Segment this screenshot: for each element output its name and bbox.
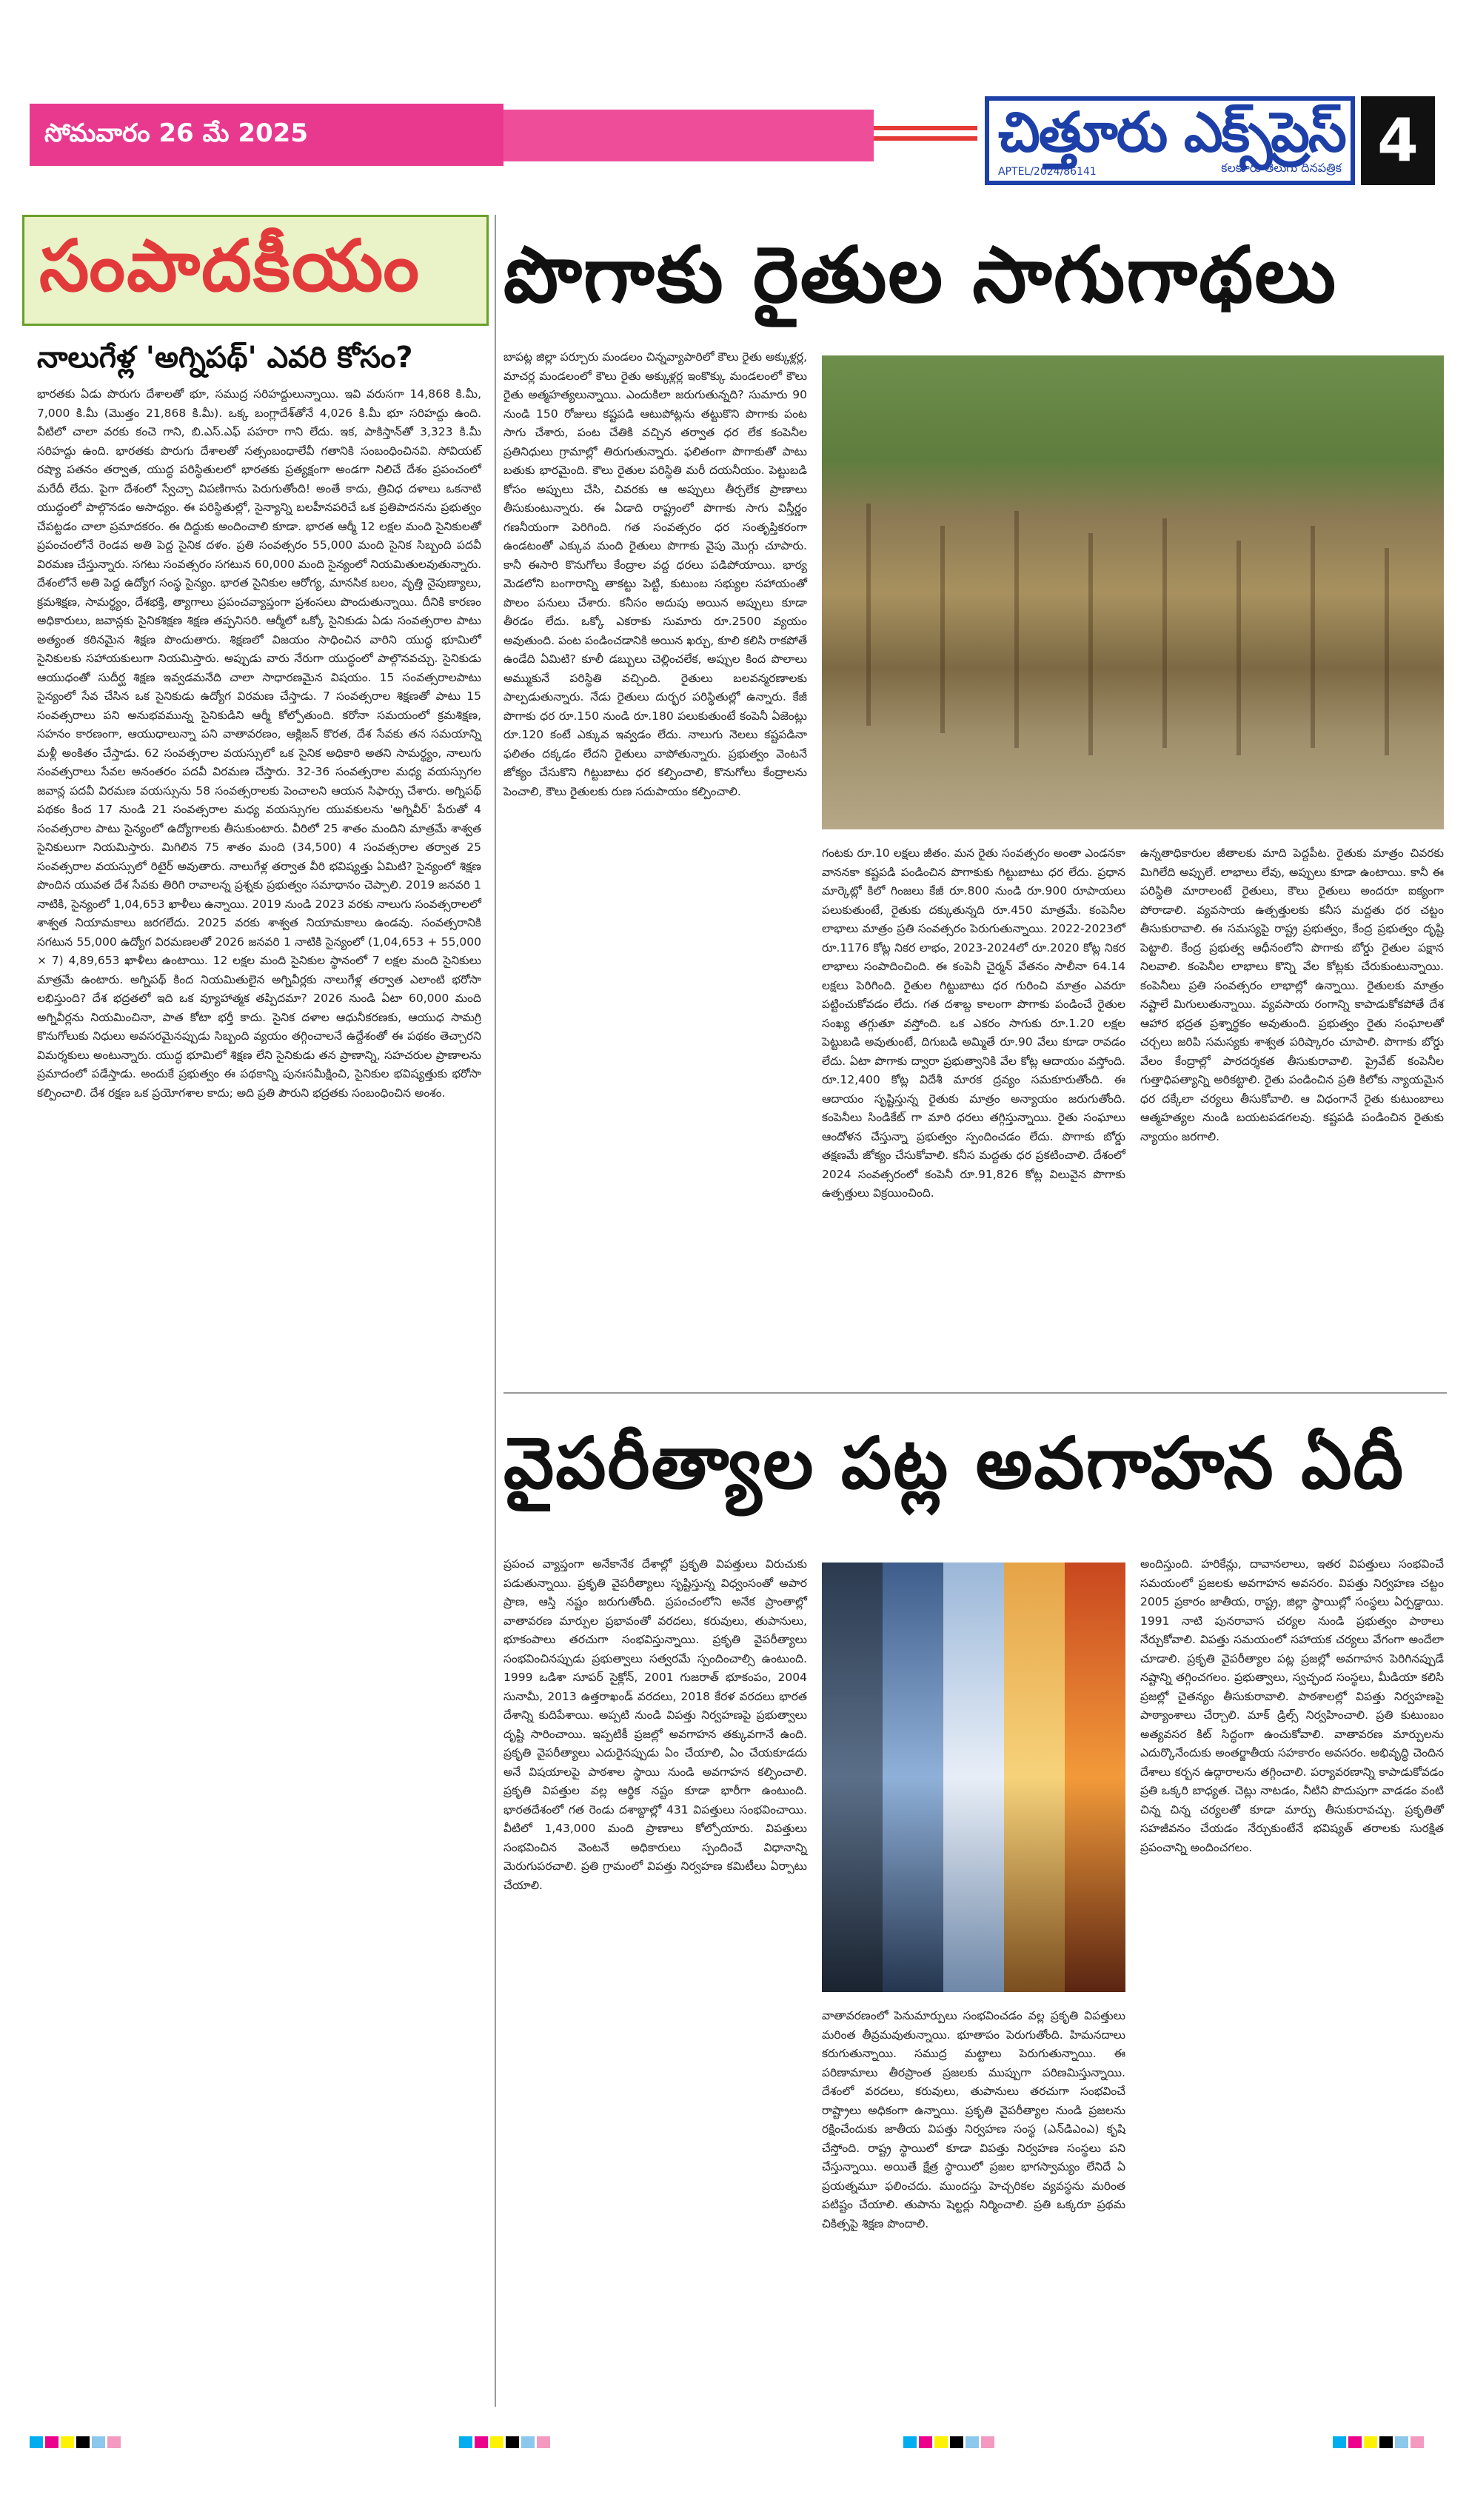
article-text-column: బాపట్ల జిల్లా పర్చూరు మండలం చిన్నవ్యాపారిలో కౌలు రైతు అక్కుళ్లర్ల, మాచర్ల మండలంలో కౌలు రైతు అక్కుళ్లర్ల ఇంకొక్కు మండలంలో కౌలు రైతు అత్మహత్యలున్నాయి. ఎందుకిలా జరుగుతున్నది? సుమారు 90 నుండి 150 రోజులు కష్టపడి ఆటుపోట్లను తట్టుకొని పొగాకు పంట సాగు చేశారు, పంట చేతికి వచ్చిన తర్వాత ధర లేక కంపెనీల ప్రతినిధులు గ్రామాల్లో తిరుగుతున్నారు. ఫలితంగా పొగాకుతో పాటు బతుకు భారమైంది. కౌలు రైతుల పరిస్థితి మరీ దయనీయం. పెట్టుబడి కోసం అప్పులు చేసి, చివరకు ఆ అప్పులు తీర్చలేక ప్రాణాలు తీసుకుంటున్నారు. ఈ ఏడాది రాష్ట్రంలో పొగాకు సాగు విస్తీర్ణం గణనీయంగా పెరిగింది. గత సంవత్సరం ధర సంతృప్తికరంగా ఉండటంతో ఎక్కువ మంది రైతులు పొగాకు వైపు మొగ్గు చూపారు. కానీ ఈసారి కొనుగోలు కేంద్రాల వద్ద ధరలు పడిపోయాయి. భార్య మెడలోని బంగారాన్ని తాకట్టు పెట్టి, కుటుంబ సభ్యుల సహాయంతో పొలం పనులు చేశారు. కనీసం అదుపు అయిన అప్పులు కూడా తీరడం లేదు. ఒక్కో ఎకరాకు సుమారు రూ.2500 వ్యయం అవుతుంది. పంట పండించడానికి అయిన ఖర్చు, కూలి కలిసి రాకపోతే ఉండేది ఏమిటి? కూలీ డబ్బులు చెల్లించలేక, అప్పుల కింద పొలాలు అమ్ముకునే పరిస్థితి వచ్చింది. రైతులు బలవన్మరణాలకు పాల్పడుతున్నారు. నేడు రైతులు దుర్భర పరిస్థితుల్లో ఉన్నారు. కేజీ పొగాకు ధర రూ.150 నుండి రూ.180 పలుకుతుంటే కంపెనీ ఏజెంట్లు రూ.120 కంటే ఎక్కువ ఇవ్వడం లేదు. నాలుగు నెలలు కష్టపడినా ఫలితం దక్కడం లేదని రైతులు వాపోతున్నారు. ప్రభుత్వం వెంటనే జోక్యం చేసుకొని గిట్టుబాటు ధర కల్పించాలి, కొనుగోలు కేంద్రాలను పెంచాలి, కౌలు రైతులకు రుణ సదుపాయం కల్పించాలి.	[503, 350, 807, 798]
newspaper-tagline: కలకూరు తెలుగు దినపత్రిక	[1221, 161, 1342, 175]
editorial-body: భారతకు ఏడు పొరుగు దేశాలతో భూ, సముద్ర సరిహద్దులున్నాయి. ఇవి వరుసగా 14,868 కి.మీ, 7,000 కి.మీ (మొత్తం 21,868 కి.మీ). ఒక్క బంగ్లాదేశ్‌తోనే 4,026 కి.మీ భూ సరిహద్దు ఉంది. వీటిలో చాలా వరకు కంచె గాని, బి.ఎస్.ఎఫ్ పహరా గాని లేదు. ఇక, పాకిస్తాన్‌తో 3,323 కి.మీ సరిహద్దు ఉంది. భారతకు పొరుగు దేశాలతో సత్సంబంధాలేవీ గతానికి సంబంధించినవి. సోవియట్ రష్యా పతనం తర్వాత, యుద్ధ పరిస్థితులలో భారతకు ప్రత్యక్షంగా అండగా నిలిచే దేశం ప్రపంచంలో మరేదీ లేదు. పైగా దేశంలో స్వేచ్ఛా విపణిగాను పెరుగుతోంది! అంతే కాదు, త్రివిధ దళాలు ఒకనాటి యుద్ధంలో పాల్గొనడం అసాధ్యం. ఈ పరిస్థితుల్లో, సైన్యాన్ని బలహీనపరిచే ఒక ప్రతిపాదనను ప్రభుత్వం చేపట్టడం చాలా ప్రమాదకరం. ఈ దిద్దుకు అందించాలి కూడా. భారత ఆర్మీ 12 లక్షల మంది సైనికులతో ప్రపంచంలోనే రెండవ అతి పెద్ద సైనిక దళం. ప్రతి సంవత్సరం 55,000 మంది సైనిక సిబ్బంది పదవీ విరమణ చేస్తున్నారు. సగటు సంవత్సరం సగటున 60,000 మంది సైన్యంలో నియమితులవుతున్నారు. దేశంలోనే అతి పెద్ద ఉద్యోగ సంస్థ సైన్యం. భారత సైనికుల ఆరోగ్య, మానసిక బలం, వృత్తి నైపుణ్యాలు, క్రమశిక్షణ, సామర్థ్యం, దేశభక్తి, త్యాగాలు ప్రపంచవ్యాప్తంగా ప్రశంసలు పొందుతున్నాయి. దీనికి కారణం అధికారులు, జవాన్లకు సైనికశిక్షణ శిక్షణ తప్పనిసరి. ఆర్మీలో ఒక్కో సైనికుడు ఏడు సంవత్సరాల పాటు అత్యంత కఠినమైన శిక్షణ పొందుతారు. శిక్షణలో విజయం సాధించిన వారిని యుద్ధ భూమిలో సైనికులకు సహాయకులుగా నియమిస్తారు. అప్పుడు వారు నేరుగా యుద్ధంలో పాల్గొనవచ్చు. సైనికుడు ఆయుధంతో సుదీర్ఘ శిక్షణ ఇవ్వడమనేది చాలా సాధారణమైన విషయం. 15 సంవత్సరాలపాటు సైన్యంలో సేవ చేసిన ఒక సైనికుడు ఉద్యోగ విరమణ చేస్తాడు. 7 సంవత్సరాల శిక్షణతో పాటు 15 సంవత్సరాలు పని అనుభవమున్న సైనికుడిని ఆర్మీ కోల్పోతుంది. కరోనా సమయంలో క్రమశిక్షణ, సహనం కారణంగా, ఆయుధాలున్నా పని వాతావరణం, ఆక్లిజన్ కొరత, దేశ సేవకు తన సమయాన్ని మళ్లీ అంకితం చేస్తాడు. 62 సంవత్సరాల వయస్సులో ఒక సైనిక అధికారి అతని సామర్థ్యం, నాలుగు సంవత్సరాలు సేవల అనంతరం పదవీ విరమణ చేస్తారు. 32-36 సంవత్సరాల మధ్య వయస్సుగల జవాన్ల పదవీ విరమణ వయస్సును 58 సంవత్సరాలకు పెంచాలని ఆయన సిఫార్సు చేశారు. అగ్నిపథ్ పథకం కింద 17 నుండి 21 సంవత్సరాల మధ్య వయస్సుగల యువకులను 'అగ్నివీర్' పేరుతో 4 సంవత్సరాల పాటు సైన్యంలో ఉద్యోగాలకు తీసుకుంటారు. వీరిలో 25 శాతం మందిని మాత్రమే శాశ్వత సైనికులుగా నియమిస్తారు. మిగిలిన 75 శాతం మంది (34,500) 4 సంవత్సరాల తర్వాత 25 సంవత్సరాల వయస్సులో రిటైర్ అవుతారు. నాలుగేళ్ల తర్వాత వీరి భవిష్యత్తు ఏమిటి? సైన్యంలో శిక్షణ పొందిన యువత దేశ సేవకు తిరిగి రావాలన్న ప్రశ్నకు ప్రభుత్వం సమాధానం చెప్పాలి. 2019 జనవరి 1 నాటికి, సైన్యంలో 1,04,653 ఖాళీలు ఉన్నాయి. 2019 నుండి 2023 వరకు నాలుగు సంవత్సరాలలో శాశ్వత నియామకాలు జరగలేదు. 2025 వరకు శాశ్వత నియామకాలు ఉండవు. సంవత్సరానికి సగటున 55,000 ఉద్యోగ విరమణలతో 2026 జనవరి 1 నాటికి సైన్యంలో (1,04,653 + 55,000 × 7) 4,89,653 ఖాళీలు ఉంటాయి. 12 లక్షల మంది సైనికుల స్థానంలో 7 లక్షల మంది సైనికులు మాత్రమే ఉంటారు. అగ్నిపథ్ కింద నియమితులైన అగ్నివీర్లకు నాలుగేళ్ల తర్వాత ఎలాంటి భరోసా లభిస్తుంది? దేశ భద్రతలో ఇది ఒక వ్యూహాత్మక తప్పిదమా? 2026 నుండి ఏటా 60,000 మంది అగ్నివీర్లను నియమించినా, పాత కోటా భర్తీ కాదు. సైనిక దళాల ఆధునీకరణకు, ఆయుధ సామగ్రి కొనుగోలుకు నిధులు అవసరమైనప్పుడు సిబ్బంది వ్యయం తగ్గించాలనే ఉద్దేశంతో ఈ పథకం తెచ్చారని విమర్శకులు అంటున్నారు. యుద్ధ భూమిలో శిక్షణ లేని సైనికుడు తన ప్రాణాన్ని, సహచరుల ప్రాణాలను ప్రమాదంలో పడేస్తాడు. అందుకే ప్రభుత్వం ఈ పథకాన్ని పునఃసమీక్షించి, సైనికుల భవిష్యత్తుకు భరోసా కల్పించాలి. దేశ రక్షణ ఒక ప్రయోగశాల కాదు; అది ప్రతి పౌరుని భద్రతకు సంబంధించిన అంశం.	[37, 387, 481, 1100]
editorial-banner	[22, 215, 489, 326]
issue-date: సోమవారం 26 మే 2025	[44, 118, 308, 148]
article-text-column: అందిస్తుంది. హరికేన్లు, దావానలాలు, ఇతర విపత్తులు సంభవించే సమయంలో ప్రజలకు అవగాహన అవసరం. విపత్తు నిర్వహణ చట్టం 2005 ప్రకారం జాతీయ, రాష్ట్ర, జిల్లా స్థాయిల్లో సంస్థలు ఏర్పడ్డాయి. 1991 నాటి పునరావాస చర్యల నుండి ప్రభుత్వం పాఠాలు నేర్చుకోవాలి. విపత్తు సమయంలో సహాయక చర్యలు వేగంగా అందేలా చూడాలి. ప్రకృతి వైపరీత్యాల పట్ల ప్రజల్లో అవగాహన పెరిగినప్పుడే నష్టాన్ని తగ్గించగలం. ప్రభుత్వాలు, స్వచ్ఛంద సంస్థలు, మీడియా కలిసి ప్రజల్లో చైతన్యం తీసుకురావాలి. పాఠశాలల్లో విపత్తు నిర్వహణపై పాఠ్యాంశాలు చేర్చాలి. మాక్ డ్రిల్స్ నిర్వహించాలి. ప్రతి కుటుంబం అత్యవసర కిట్ సిద్ధంగా ఉంచుకోవాలి. వాతావరణ మార్పులను ఎదుర్కొనేందుకు అంతర్జాతీయ సహకారం అవసరం. అభివృద్ధి చెందిన దేశాలు కర్బన ఉద్గారాలను తగ్గించాలి. పర్యావరణాన్ని కాపాడుకోవడం ప్రతి ఒక్కరి బాధ్యత. చెట్లు నాటడం, నీటిని పొదుపుగా వాడడం వంటి చిన్న చిన్న చర్యలతో కూడా మార్పు తీసుకురావచ్చు. ప్రకృతితో సహజీవనం చేయడం నేర్చుకుంటేనే భవిష్యత్ తరాలకు సురక్షిత ప్రపంచాన్ని అందించగలం.	[1140, 1557, 1444, 1854]
newspaper-name: చిత్తూరు ఎక్స్‌ప్రెస్	[998, 101, 1345, 164]
tobacco-drying-photo	[822, 355, 1444, 829]
printer-color-bar	[459, 2436, 552, 2448]
date-bar	[30, 104, 503, 166]
weather-collage-photo	[822, 1563, 1125, 1992]
editorial-heading: నాలుగేళ్ల 'అగ్నిపథ్' ఎవరి కోసం?	[37, 341, 413, 375]
printer-color-bar	[30, 2436, 123, 2448]
editorial-banner-title: సంపాదకీయం	[39, 224, 421, 307]
masthead	[22, 96, 1447, 200]
section-divider	[503, 1392, 1447, 1394]
article-text-column: గంటకు రూ.10 లక్షలు జీతం. మన రైతు సంవత్సరం అంతా ఎండనకా వాననకా కష్టపడి పండించిన పొగాకుకు గిట్టుబాటు ధర లేదు. ప్రధాన మార్కెట్లో కిలో గింజలు కేజీ రూ.800 నుండి రూ.900 రూపాయలు పలుకుతుంటే, రైతుకు దక్కుతున్నది రూ.450 మాత్రమే. కంపెనీల లాభాలు మాత్రం ప్రతి సంవత్సరం పెరుగుతున్నాయి. 2022-2023లో రూ.1176 కోట్ల నికర లాభం, 2023-2024లో రూ.2020 కోట్ల నికర లాభాలు సంపాదించింది. ఈ కంపెనీ చైర్మన్ వేతనం సాలీనా 64.14 లక్షలు పెరిగింది. రైతుల గిట్టుబాటు ధర గురించి మాత్రం ఎవరూ పట్టించుకోవడం లేదు. గత దశాబ్ద కాలంగా పొగాకు పండించే రైతుల సంఖ్య తగ్గుతూ వస్తోంది. ఒక ఎకరం సాగుకు రూ.1.20 లక్షల పెట్టుబడి అవుతుంటే, దిగుబడి అమ్మితే రూ.90 వేలు కూడా రావడం లేదు. ఏటా పొగాకు ద్వారా ప్రభుత్వానికి వేల కోట్ల ఆదాయం వస్తోంది. రూ.12,400 కోట్ల విదేశీ మారక ద్రవ్యం సమకూరుతోంది. ఈ ఆదాయం సృష్టిస్తున్న రైతుకు మాత్రం అన్యాయం జరుగుతోంది. కంపెనీలు సిండికేట్ గా మారి ధరలు తగ్గిస్తున్నాయి. రైతు సంఘాలు ఆందోళన చేస్తున్నా ప్రభుత్వం స్పందించడం లేదు. పొగాకు బోర్డు తక్షణమే జోక్యం చేసుకోవాలి. కనీస మద్దతు ధర ప్రకటించాలి. దేశంలో 2024 సంవత్సరంలో కంపెనీ రూ.91,826 కోట్ల విలువైన పొగాకు ఉత్పత్తులు విక్రయించింది.	[822, 846, 1125, 1200]
page-number: 4	[1361, 96, 1435, 185]
article-headline: పొగాకు రైతుల సాగుగాథలు	[503, 230, 1338, 320]
article-text-column: వాతావరణంలో పెనుమార్పులు సంభవించడం వల్ల ప్రకృతి విపత్తులు మరింత తీవ్రమవుతున్నాయి. భూతాపం పెరుగుతోంది. హిమనదాలు కరుగుతున్నాయి. సముద్ర మట్టాలు పెరుగుతున్నాయి. ఈ పరిణామాలు తీరప్రాంత ప్రజలకు ముప్పుగా పరిణమిస్తున్నాయి. దేశంలో వరదలు, కరువులు, తుపానులు తరచుగా సంభవించే రాష్ట్రాలు అధికంగా ఉన్నాయి. ప్రకృతి వైపరీత్యాల నుండి ప్రజలను రక్షించేందుకు జాతీయ విపత్తు నిర్వహణ సంస్థ (ఎన్‌డిఎంఎ) కృషి చేస్తోంది. రాష్ట్ర స్థాయిలో కూడా విపత్తు నిర్వహణ సంస్థలు పని చేస్తున్నాయి. అయితే క్షేత్ర స్థాయిలో ప్రజల భాగస్వామ్యం లేనిదే ఏ ప్రయత్నమూ ఫలించదు. ముందస్తు హెచ్చరికల వ్యవస్థను మరింత పటిష్టం చేయాలి. తుపాను షెల్టర్లు నిర్మించాలి. ప్రతి ఒక్కరూ ప్రథమ చికిత్సపై శిక్షణ పొందాలి.	[822, 2009, 1125, 2230]
printer-color-bar	[1333, 2436, 1426, 2448]
newspaper-logo	[985, 96, 1355, 185]
article-headline: వైపరీత్యాల పట్ల అవగాహన ఏదీ	[503, 1422, 1405, 1505]
printer-color-bar	[903, 2436, 997, 2448]
red-rule-lines	[874, 126, 977, 156]
editorial-column	[22, 215, 489, 2422]
registration-number: APTEL/2024/86141	[998, 166, 1097, 178]
column-divider	[495, 215, 496, 2407]
pink-strip	[503, 110, 874, 161]
article-text-column: ఉన్నతాధికారుల జీతాలకు మాది పెద్దపీట. రైతుకు మాత్రం చివరకు మిగిలేది అప్పులే. లాభాలు లేవు, అప్పులు కూడా ఉంటాయి. కానీ ఈ పరిస్థితి మారాలంటే రైతులు, కౌలు రైతులు అందరూ ఐక్యంగా పోరాడాలి. వ్యవసాయ ఉత్పత్తులకు కనీస మద్దతు ధర చట్టం తీసుకురావాలి. ఈ సమస్యపై రాష్ట్ర ప్రభుత్వం, కేంద్ర ప్రభుత్వం దృష్టి పెట్టాలి. కేంద్ర ప్రభుత్వ ఆధీనంలోని పొగాకు బోర్డు రైతుల పక్షాన నిలవాలి. కంపెనీల లాభాలు కొన్ని వేల కోట్లకు చేరుకుంటున్నాయి. కంపెనీలు ప్రతి సంవత్సరం లాభాల్లో ఉన్నాయి. రైతులకు మాత్రం నష్టాలే మిగులుతున్నాయి. వ్యవసాయ రంగాన్ని కాపాడుకోకపోతే దేశ ఆహార భద్రత ప్రశ్నార్థకం అవుతుంది. ప్రభుత్వం రైతు సంఘాలతో చర్చలు జరిపి సమస్యకు శాశ్వత పరిష్కారం చూపాలి. పొగాకు బోర్డు వేలం కేంద్రాల్లో పారదర్శకత తీసుకురావాలి. ప్రైవేట్ కంపెనీల గుత్తాధిపత్యాన్ని అరికట్టాలి. రైతు పండించిన ప్రతి కిలోకు న్యాయమైన ధర దక్కేలా చర్యలు తీసుకోవాలి. ఆ విధంగానే రైతు కుటుంబాలు ఆత్మహత్యల నుండి బయటపడగలవు. కష్టపడి పండించిన రైతుకు న్యాయం జరగాలి.	[1140, 846, 1444, 1143]
article-text-column: ప్రపంచ వ్యాప్తంగా అనేకానేక దేశాల్లో ప్రకృతి విపత్తులు విరుచుకు పడుతున్నాయి. ప్రకృతి వైపరీత్యాలు సృష్టిస్తున్న విధ్వంసంతో అపార ప్రాణ, ఆస్తి నష్టం జరుగుతోంది. ప్రపంచంలోని అనేక ప్రాంతాల్లో వాతావరణ మార్పుల ప్రభావంతో వరదలు, కరువులు, తుపానులు, భూకంపాలు తరచుగా సంభవిస్తున్నాయి. ప్రకృతి వైపరీత్యాలు సంభవించినప్పుడు ప్రభుత్వాలు సత్వరమే స్పందించాల్సి ఉంటుంది. 1999 ఒడిశా సూపర్ సైక్లోన్, 2001 గుజరాత్ భూకంపం, 2004 సునామీ, 2013 ఉత్తరాఖండ్ వరదలు, 2018 కేరళ వరదలు భారత దేశాన్ని కుదిపేశాయి. అప్పటి నుండి విపత్తు నిర్వహణపై ప్రభుత్వాలు దృష్టి సారించాయి. ఇప్పటికీ ప్రజల్లో అవగాహన తక్కువగానే ఉంది. ప్రకృతి వైపరీత్యాలు ఎదురైనప్పుడు ఏం చేయాలి, ఏం చేయకూడదు అనే విషయాలపై పాఠశాల స్థాయి నుండి అవగాహన కల్పించాలి. ప్రకృతి విపత్తుల వల్ల ఆర్థిక నష్టం కూడా భారీగా ఉంటుంది. భారతదేశంలో గత రెండు దశాబ్దాల్లో 431 విపత్తులు సంభవించాయి. వీటిలో 1,43,000 మంది ప్రాణాలు కోల్పోయారు. విపత్తులు సంభవించిన వెంటనే అధికారులు స్పందించే విధానాన్ని మెరుగుపరచాలి. ప్రతి గ్రామంలో విపత్తు నిర్వహణ కమిటీలు ఏర్పాటు చేయాలి.	[503, 1557, 807, 1892]
